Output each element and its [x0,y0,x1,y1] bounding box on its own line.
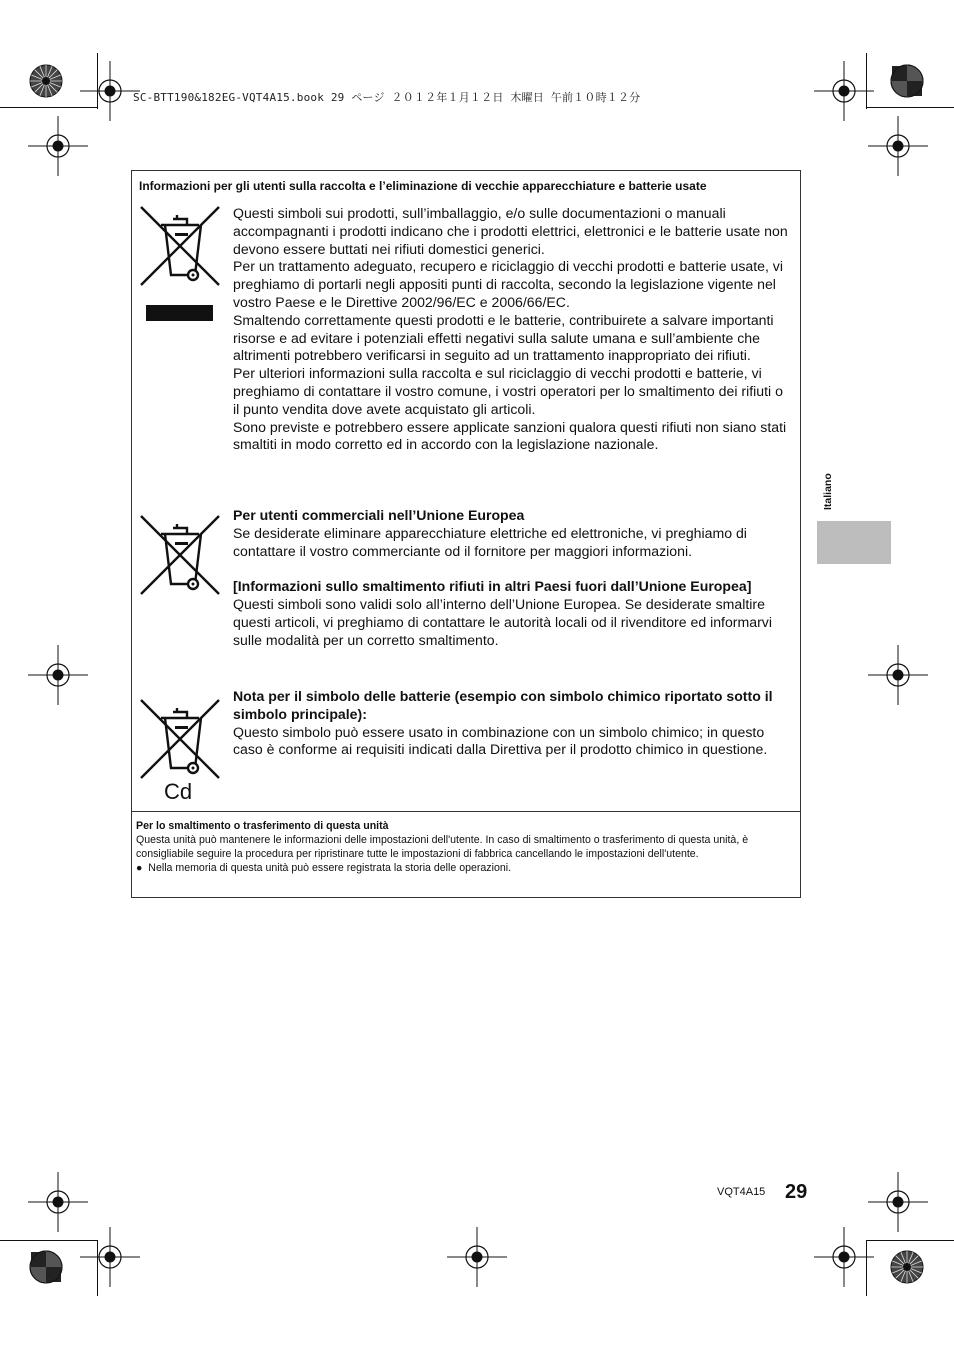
document-code: VQT4A15 [717,1186,766,1198]
paragraph: Smaltendo correttamente questi prodotti e le batterie, contribuirete a salvare importanti risorse e ad evitare i potenziali effetti negativi sulla salute umana e sull’ambiente che altrimenti potrebbero verificarsi in seguito ad un trattamento inappropriato dei rifiuti. [233,311,774,364]
business-users-text [233,507,793,650]
registration-mark-icon [868,1172,928,1232]
color-registration-mark-icon [890,64,924,98]
waste-disposal-info-box [131,170,801,812]
paragraph: Questi simboli sono validi solo all’interno dell’Unione Europea. Se desiderate smaltire questi articoli, vi preghiamo di contattare le autorità locali od il rivenditore ed informarvi sulle modalità per un corretto smaltimento. [233,596,772,648]
print-header: SC-BTT190&182EG-VQT4A15.book 29 ページ ２０１２年１月１２日 木曜日 午前１０時１２分 [133,91,641,104]
language-tab [817,521,891,564]
bullet-icon: ● [136,862,143,874]
bullet-text: Nella memoria di questa unità può essere registrata la storia delle operazioni. [148,862,512,874]
paragraph: Per un trattamento adeguato, recupero e riciclaggio di vecchi prodotti e batterie usate, vi preghiamo di portarli negli appositi punti di raccolta, secondo la legislazione vigente nel vostro Paese e le Direttive 2002/96/EC e 2006/66/EC. [233,258,783,310]
outside-eu-heading: [Informazioni sullo smaltimento rifiuti in altri Paesi fuori dall’Unione Europea] [233,578,752,595]
paragraph: Questo simbolo può essere usato in combinazione con un simbolo chimico; in questo caso è conforme ai requisiti indicati dalla Direttiva per il prodotto chimico in questione. [233,723,768,758]
registration-mark-icon [80,1227,140,1287]
registration-mark-icon [868,645,928,705]
paragraph: Questi simboli sui prodotti, sull’imballaggio, e/o sulle documentazioni o manuali accompagnanti i prodotti indicano che i prodotti elettrici, elettronici e le batterie usate non devono essere buttati nei rifiuti domestici generici. [233,205,788,257]
business-heading: Per utenti commerciali nell’Unione Europea [233,507,525,523]
paragraph: Sono previste e potrebbero essere applicate sanzioni qualora questi rifiuti non siano stati smaltiti in modo corretto ed in accordo con la legislazione nazionale. [233,418,787,453]
page-number: 29 [785,1181,808,1203]
chemical-symbol: Cd [164,779,193,804]
language-tab-label: Italiano [822,473,834,511]
section-title: Informazioni per gli utenti sulla raccolta e l’eliminazione di vecchie apparecchiature e batterie usate [139,179,707,193]
crossed-out-wheelie-bin-icon [139,514,221,596]
battery-heading: Nota per il simbolo delle batterie (esempio con simbolo chimico riportato sotto il simbolo principale): [233,688,773,722]
general-info-text [233,205,793,454]
registration-mark-icon [868,116,928,176]
unit-disposal-box [131,812,801,898]
registration-mark-icon [28,645,88,705]
bullet-item [136,861,796,875]
black-bar-symbol [146,305,213,321]
disposal-text: Questa unità può mantenere le informazioni delle impostazioni dell'utente. In caso di smaltimento o trasferimento di questa unità, è consigliabile seguire la procedura per ripristinare tutte le impostazioni di fabbrica cancellando le impostazioni dell'utente. [136,834,749,860]
color-registration-mark-icon [29,64,63,98]
paragraph: Per ulteriori informazioni sulla raccolta e sul riciclaggio di vecchi prodotti e batterie, vi preghiamo di contattare il vostro comune, i vostri operatori per lo smaltimento dei rifiuti o il punto vendita dove avete acquistato gli articoli. [233,365,783,417]
disposal-title: Per lo smaltimento o trasferimento di questa unità [136,820,389,832]
registration-mark-icon [814,61,874,121]
paragraph: Se desiderate eliminare apparecchiature elettriche ed elettroniche, vi preghiamo di contattare il vostro commerciante od il fornitore per maggiori informazioni. [233,524,747,559]
color-registration-mark-icon [890,1250,924,1284]
registration-mark-icon [28,116,88,176]
registration-mark-icon [28,1172,88,1232]
registration-mark-icon [814,1227,874,1287]
crossed-out-wheelie-bin-icon [139,698,221,780]
color-registration-mark-icon [29,1250,63,1284]
registration-mark-icon [447,1227,507,1287]
crossed-out-wheelie-bin-icon [139,205,221,287]
battery-note-text [233,688,793,759]
registration-mark-icon [80,61,140,121]
